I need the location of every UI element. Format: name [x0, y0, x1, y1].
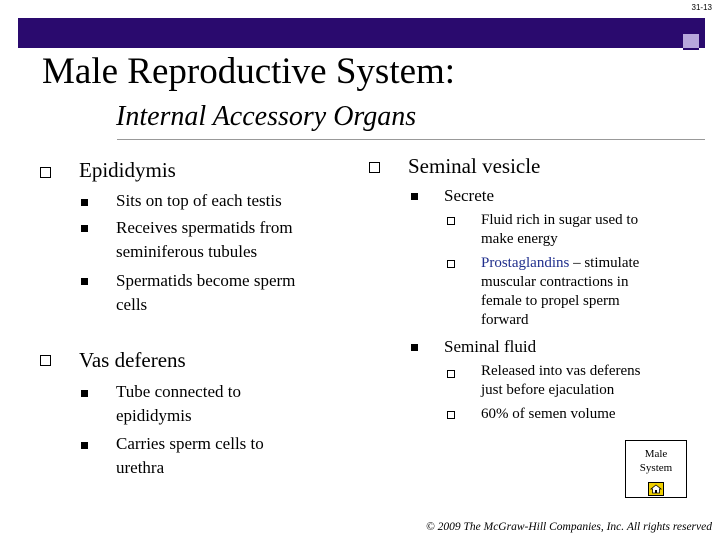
bullet-square-filled: [81, 278, 88, 285]
slide-number: 31-13: [691, 3, 712, 12]
seminal-fluid-label: Seminal fluid: [444, 337, 537, 356]
bullet-square-small: [447, 370, 455, 378]
secrete-label: Secrete: [444, 186, 495, 205]
list-item-continued: epididymis: [116, 406, 192, 425]
bullet-square-hollow: [369, 162, 380, 173]
header-bar: [18, 18, 705, 48]
bullet-square-small: [447, 217, 455, 225]
bullet-square-hollow: [40, 167, 51, 178]
bullet-square-filled: [81, 199, 88, 206]
nav-label-line: Male: [644, 448, 668, 460]
epididymis-heading: Epididymis: [79, 158, 176, 182]
decor-square: [683, 18, 699, 34]
list-item: Carries sperm cells to: [116, 434, 264, 453]
bullet-square-filled: [81, 225, 88, 232]
list-item-continued: just before ejaculation: [481, 382, 615, 398]
list-item: Released into vas deferens: [481, 363, 641, 379]
title-divider: [117, 139, 705, 140]
list-item: Spermatids become sperm: [116, 271, 296, 290]
list-item: [481, 254, 639, 274]
list-item: Sits on top of each testis: [116, 191, 282, 210]
list-item-continued: female to propel sperm: [481, 293, 620, 309]
nav-label[interactable]: [626, 447, 686, 475]
list-item: 60% of semen volume: [481, 406, 616, 422]
list-item-continued: seminiferous tubules: [116, 242, 258, 261]
bullet-square-small: [447, 411, 455, 419]
bullet-square-filled: [411, 193, 418, 200]
list-item: Tube connected to: [116, 382, 241, 401]
seminal-vesicle-heading: Seminal vesicle: [408, 154, 541, 178]
copyright-footer: © 2009 The McGraw-Hill Companies, Inc. All rights reserved: [426, 521, 712, 533]
home-icon: [650, 484, 662, 494]
slide-subtitle: Internal Accessory Organs: [116, 101, 417, 132]
bullet-square-hollow: [40, 355, 51, 366]
bullet-square-filled: [411, 344, 418, 351]
list-item: Fluid rich in sugar used to: [481, 212, 639, 228]
list-item-text: – stimulate: [569, 255, 640, 271]
bullet-square-filled: [81, 390, 88, 397]
bullet-square-small: [447, 260, 455, 268]
list-item-continued: cells: [116, 295, 148, 314]
list-item-continued: forward: [481, 312, 529, 328]
nav-label-line: System: [639, 462, 673, 474]
prostaglandins-term: Prostaglandins: [481, 255, 570, 271]
list-item-continued: urethra: [116, 458, 165, 477]
list-item-continued: muscular contractions in: [481, 274, 629, 290]
list-item: Receives spermatids from: [116, 218, 293, 237]
bullet-square-filled: [81, 442, 88, 449]
vas-deferens-heading: Vas deferens: [79, 348, 186, 372]
home-button[interactable]: [648, 482, 664, 496]
list-item-continued: make energy: [481, 231, 558, 247]
decor-square: [683, 34, 699, 48]
nav-box[interactable]: [625, 440, 687, 498]
slide-title: Male Reproductive System:: [42, 51, 456, 92]
